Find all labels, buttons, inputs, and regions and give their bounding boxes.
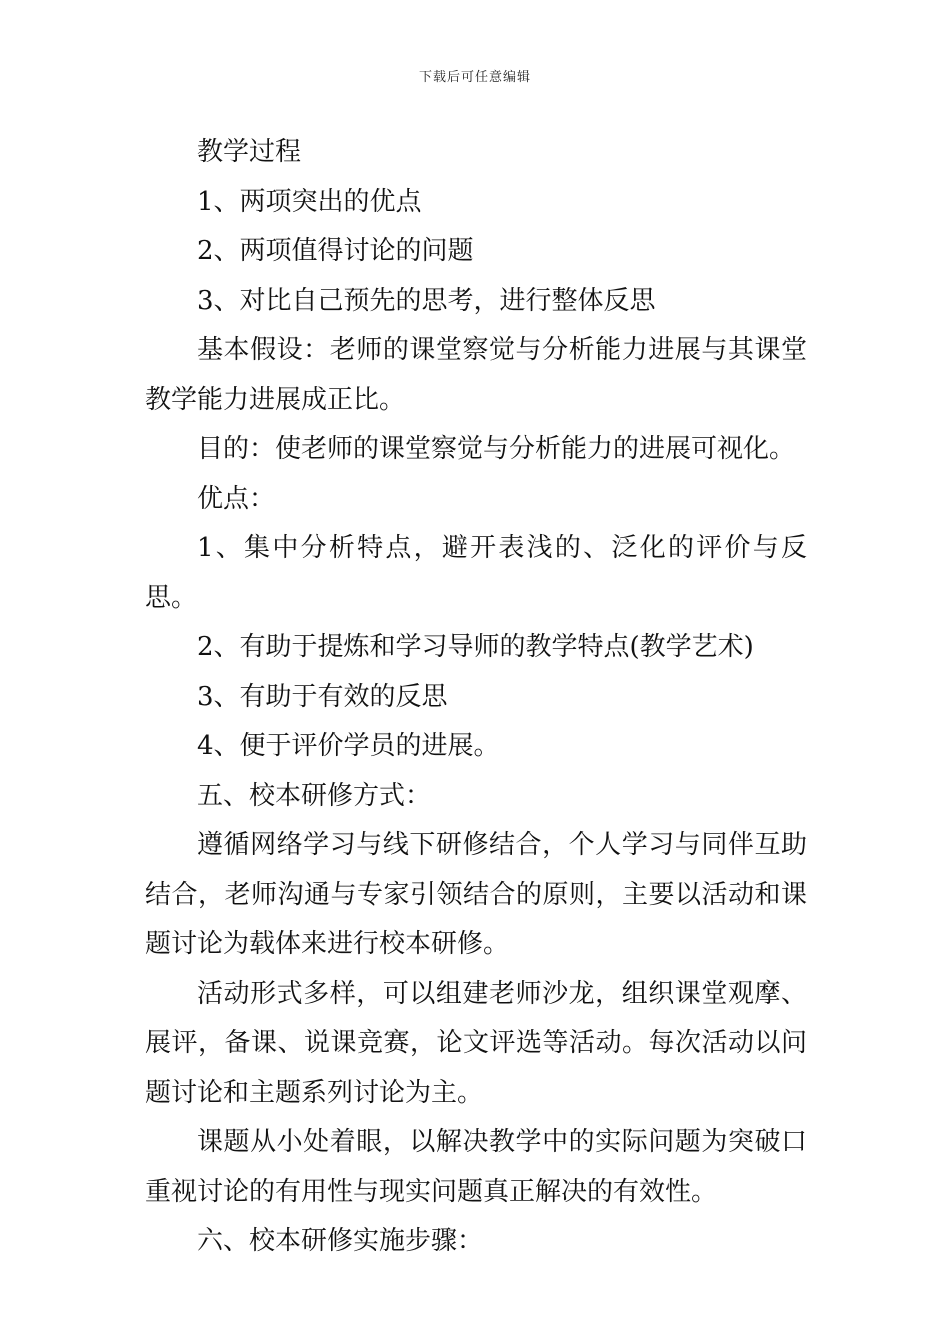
paragraph: 遵循网络学习与线下研修结合，个人学习与同伴互助结合，老师沟通与专家引领结合的原则，主要以活动和课题讨论为载体来进行校本研修。 <box>145 830 807 959</box>
list-item: 2、有助于提炼和学习导师的教学特点(教学艺术) <box>197 632 754 662</box>
list-item: 3、有助于有效的反思 <box>197 681 448 712</box>
paragraph: 活动形式多样，可以组建老师沙龙，组织课堂观摩、展评，备课、说课竞赛，论文评选等活动。每次活动以问题讨论和主题系列讨论为主。 <box>145 978 807 1108</box>
paragraph-purpose: 目的：使老师的课堂察觉与分析能力的进展可视化。 <box>197 434 796 464</box>
section-heading-six: 六、校本研修实施步骤： <box>197 1226 484 1256</box>
paragraph: 课题从小处着眼，以解决教学中的实际问题为突破口重视讨论的有用性与现实问题真正解决的有效性。 <box>145 1127 807 1207</box>
paragraph-hypothesis: 基本假设：老师的课堂察觉与分析能力进展与其课堂教学能力进展成正比。 <box>145 335 807 415</box>
heading-advantages: 优点： <box>197 483 276 514</box>
list-item: 3、对比自己预先的思考，进行整体反思 <box>197 285 656 316</box>
list-item: 2、两项值得讨论的问题 <box>197 236 474 266</box>
list-item: 1、两项突出的优点 <box>197 186 422 217</box>
page-header: 下载后可任意编辑 <box>418 70 531 85</box>
document-body <box>145 128 807 1267</box>
list-item: 1、集中分析特点，避开表浅的、泛化的评价与反思。 <box>145 533 807 613</box>
heading-teaching-process: 教学过程 <box>197 137 302 167</box>
section-heading-five: 五、校本研修方式： <box>197 780 432 811</box>
list-item: 4、便于评价学员的进展。 <box>197 731 500 761</box>
